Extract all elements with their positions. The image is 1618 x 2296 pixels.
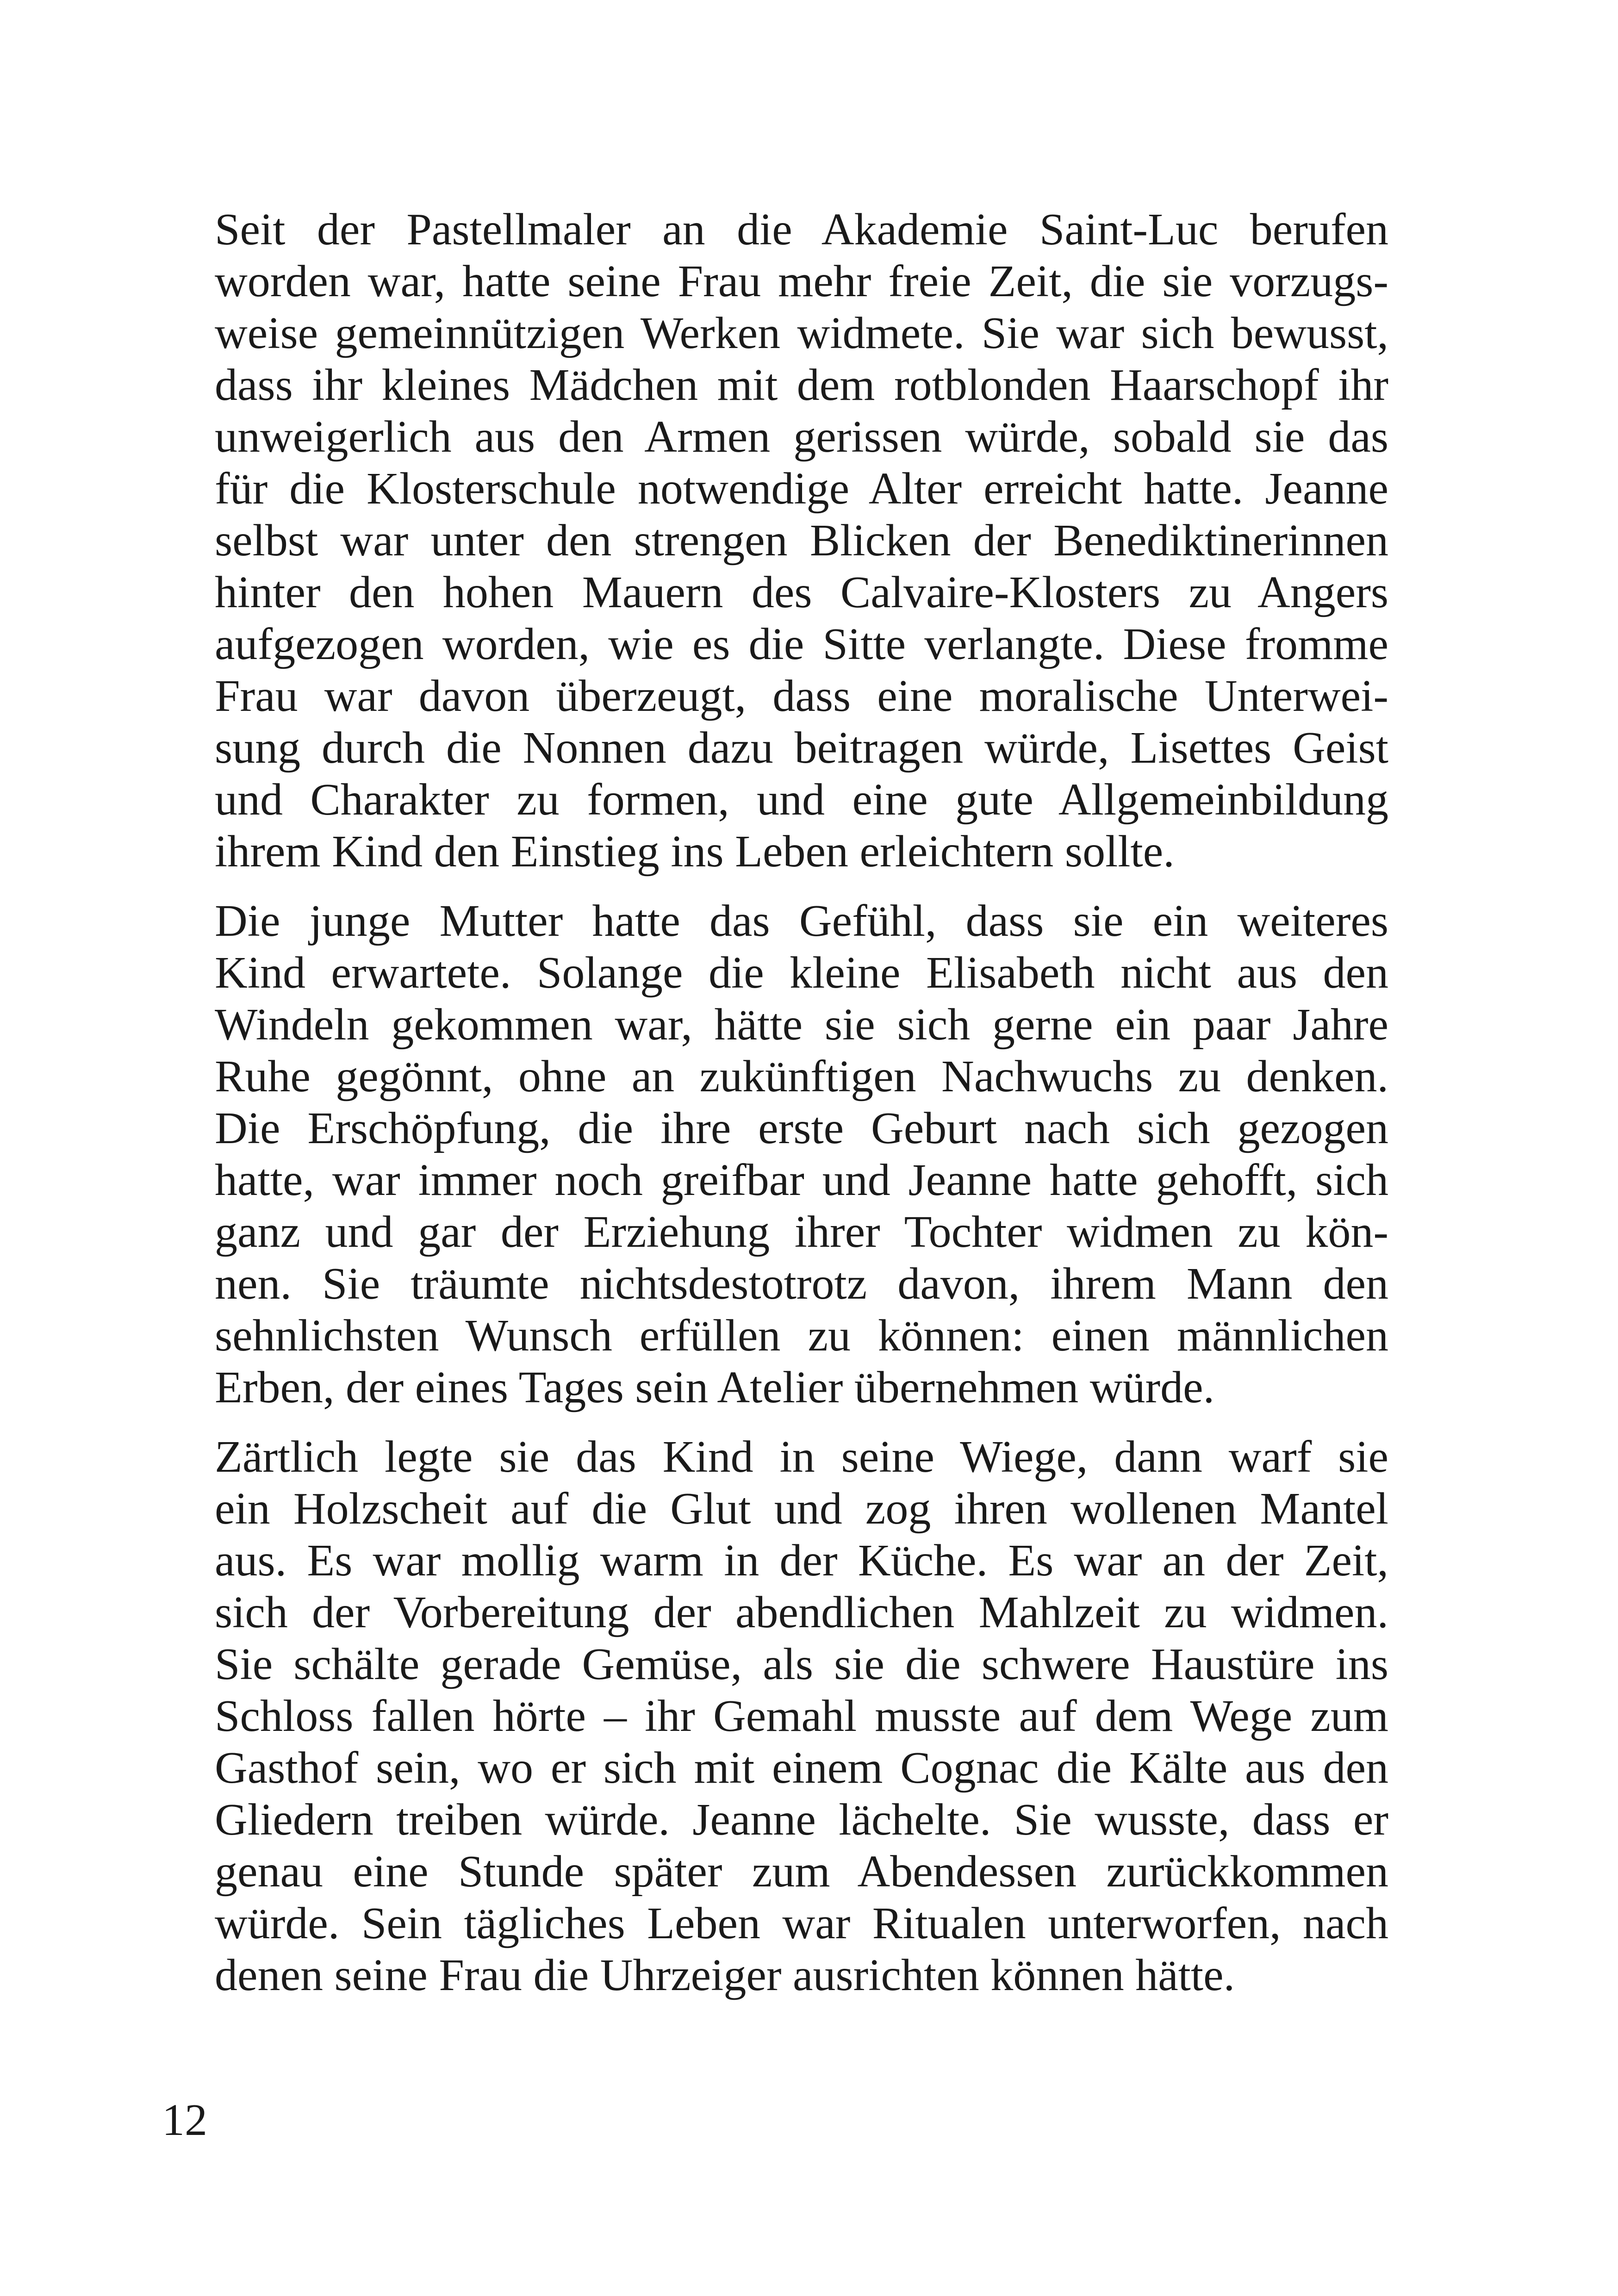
text-line: aus. Es war mollig warm in der Küche. Es war an der Zeit, [215,1536,1388,1586]
text-line: für die Klosterschule notwendige Alter erreicht hatte. Jeanne [215,464,1388,514]
text-line: weise gemeinnützigen Werken widmete. Sie war sich bewusst, [215,308,1388,358]
text-line: genau eine Stunde später zum Abendessen zurückkommen [215,1847,1388,1897]
text-line: ihrem Kind den Einstieg ins Leben erleichtern sollte. [215,827,1175,877]
text-line: und Charakter zu formen, und eine gute Allgemeinbildung [215,775,1388,825]
text-line: sung durch die Nonnen dazu beitragen würde, Lisettes Geist [215,723,1388,773]
body-text [162,204,1388,2001]
text-line: denen seine Frau die Uhrzeiger ausrichten können hätte. [215,1950,1235,2000]
text-line: Frau war davon überzeugt, dass eine moralische Unterwei- [215,671,1388,721]
text-line: nen. Sie träumte nichtsdestotrotz davon, ihrem Mann den [215,1259,1388,1309]
text-line: worden war, hatte seine Frau mehr freie Zeit, die sie vorzugs- [215,256,1388,306]
text-line: Die Erschöpfung, die ihre erste Geburt nach sich gezogen [215,1103,1388,1153]
text-line: ein Holzscheit auf die Glut und zog ihren wollenen Mantel [215,1484,1388,1534]
text-line: Sie schälte gerade Gemüse, als sie die schwere Haustüre ins [215,1639,1388,1689]
text-line: Seit der Pastellmaler an die Akademie Saint-Luc berufen [215,205,1388,255]
text-line: ganz und gar der Erziehung ihrer Tochter widmen zu kön- [215,1207,1388,1257]
text-line: hinter den hohen Mauern des Calvaire-Klosters zu Angers [215,567,1388,617]
text-line: Schloss fallen hörte – ihr Gemahl musste auf dem Wege zum [215,1691,1388,1741]
text-line: Die junge Mutter hatte das Gefühl, dass sie ein weiteres [215,896,1388,946]
page-number: 12 [162,2095,207,2145]
text-line: sich der Vorbereitung der abendlichen Mahlzeit zu widmen. [215,1587,1388,1637]
text-line: Gliedern treiben würde. Jeanne lächelte. Sie wusste, dass er [215,1795,1388,1845]
text-line: Zärtlich legte sie das Kind in seine Wiege, dann warf sie [215,1432,1388,1482]
text-line: aufgezogen worden, wie es die Sitte verlangte. Diese fromme [215,619,1388,669]
text-line: Erben, der eines Tages sein Atelier übernehmen würde. [215,1363,1215,1412]
text-line: dass ihr kleines Mädchen mit dem rotblonden Haarschopf ihr [215,360,1388,410]
paragraph-2 [162,895,1388,1413]
paragraph-3 [162,1431,1388,2001]
text-line: Kind erwartete. Solange die kleine Elisabeth nicht aus den [215,948,1388,998]
text-line: hatte, war immer noch greifbar und Jeanne hatte gehofft, sich [215,1155,1388,1205]
text-line: Ruhe gegönnt, ohne an zukünftigen Nachwuchs zu denken. [215,1052,1388,1101]
text-line: unweigerlich aus den Armen gerissen würde, sobald sie das [215,412,1388,462]
text-line: sehnlichsten Wunsch erfüllen zu können: einen männlichen [215,1311,1388,1361]
text-line: selbst war unter den strengen Blicken der Benediktinerinnen [215,516,1388,566]
text-line: würde. Sein tägliches Leben war Ritualen unterworfen, nach [215,1898,1388,1948]
text-line: Gasthof sein, wo er sich mit einem Cognac die Kälte aus den [215,1743,1388,1793]
text-line: Windeln gekommen war, hätte sie sich gerne ein paar Jahre [215,1000,1388,1050]
paragraph-1 [162,204,1388,877]
